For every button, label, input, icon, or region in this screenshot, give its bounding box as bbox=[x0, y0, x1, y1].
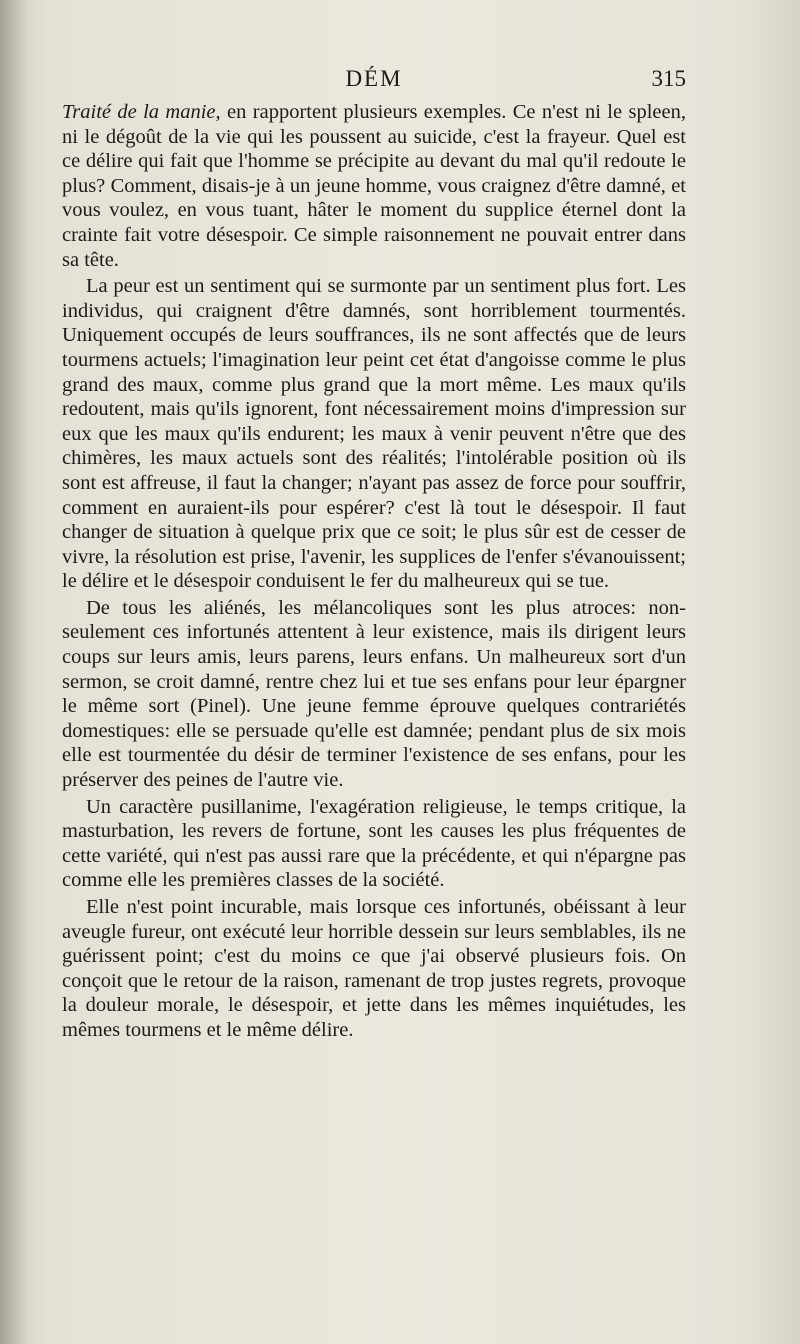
book-title-citation: Traité de la manie bbox=[62, 101, 216, 123]
paragraph-1 bbox=[62, 100, 686, 272]
paragraph-3: De tous les aliénés, les mélancoliques sont les plus atroces: non-seulement ces infortunés attentent à leur existence, mais ils dirigent leurs coups sur leurs amis, leurs parens, leurs enfans. Un malheureux sort d'un sermon, se croit damné, rentre chez lui et tue ses enfans pour leur épargner le même sort (Pinel). Une jeune femme éprouve quelques contrariétés domestiques: elle se persuade qu'elle est damnée; pendant plus de six mois elle est tourmentée du désir de terminer l'existence de ses enfans, pour les préserver des peines de l'autre vie. bbox=[62, 596, 686, 792]
paragraph-4: Un caractère pusillanime, l'exagération religieuse, le temps critique, la masturbation, les revers de fortune, sont les causes les plus fréquentes de cette variété, qui n'est pas aussi rare que la précédente, et qui n'épargne pas comme elle les premières classes de la société. bbox=[62, 795, 686, 892]
running-head: DÉM bbox=[345, 66, 403, 91]
paragraph-1-text: , en rapportent plusieurs exemples. Ce n'est ni le spleen, ni le dégoût de la vie qui les poussent au suicide, c'est la frayeur. Quel est ce délire qui fait que l'homme se précipite au devant du mal qu'il redoute le plus? Comment, disais-je à un jeune homme, vous craignez d'être damné, et vous voulez, en vous tuant, hâter le moment du supplice éternel dont la crainte fait votre désespoir. Ce simple raisonnement ne pouvait entrer dans sa tête. bbox=[62, 101, 686, 271]
body-text bbox=[62, 100, 686, 1043]
page-header bbox=[62, 66, 686, 102]
page-number: 315 bbox=[651, 66, 686, 91]
paragraph-5: Elle n'est point incurable, mais lorsque ces infortunés, obéissant à leur aveugle fureur, ont exécuté leur horrible dessein sur leurs semblables, ils ne guérissent point; c'est du moins ce que j'ai observé plusieurs fois. On conçoit que le retour de la raison, ramenant de trop justes regrets, provoque la douleur morale, le désespoir, et jette dans les mêmes inquiétudes, les mêmes tourmens et le même délire. bbox=[62, 896, 686, 1041]
paragraph-2: La peur est un sentiment qui se surmonte par un sentiment plus fort. Les individus, qui craignent d'être damnés, sont horriblement tourmentés. Uniquement occupés de leurs souffrances, ils ne sont affectés que de leurs tourmens actuels; l'imagination leur peint cet état d'angoisse comme le plus grand des maux, comme plus grand que la mort même. Les maux qu'ils redoutent, mais qu'ils ignorent, font nécessairement moins d'impression sur eux que les maux qu'ils endurent; les maux à venir peuvent n'être que des chimères, les maux actuels sont des réalités; l'intolérable position où ils sont est affreuse, il faut la changer; n'ayant pas assez de force pour souffrir, comment en auraient-ils pour espérer? c'est là tout le désespoir. Il faut changer de situation à quelque prix que ce soit; le plus sûr est de cesser de vivre, la résolution est prise, l'avenir, les supplices de l'enfer s'évanouissent; le délire et le désespoir conduisent le fer du malheureux qui se tue. bbox=[62, 275, 686, 593]
binding-shadow bbox=[0, 0, 28, 1344]
